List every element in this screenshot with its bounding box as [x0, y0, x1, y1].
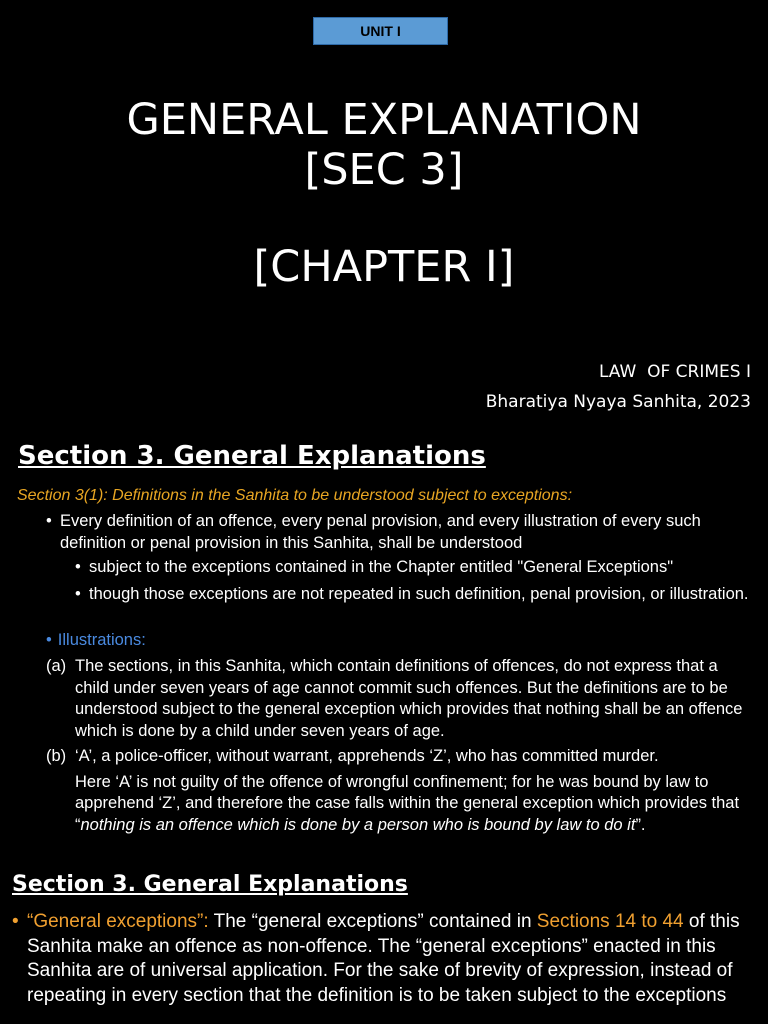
bullet-dot: • [46, 631, 52, 649]
illustration-b-line2: Here ‘A’ is not guilty of the offence of wrongful confinement; for he was bound by law to apprehend ‘Z’, and therefore the case falls within the general exception which provides that “nothing is an offence which is done by a person who is bound by law to do it”. [75, 772, 740, 834]
illustrations-label [46, 630, 146, 652]
course-name: LAW OF CRIMES I [598, 362, 751, 382]
general-exceptions-text: “General exceptions”: The “general exceptions” contained in Sections 14 to 44 of this Sanhita make an offence as non-offence. The “general exceptions” enacted in this Sanhita are of universal application. For the sake of brevity of expression, instead of repeating in every section that the definition is to be taken subject to the exceptions [27, 911, 740, 1006]
bullet-definitions-text: Every definition of an offence, every penal provision, and every illustration of every such definition or penal provision in this Sanhita, shall be understood [60, 512, 701, 552]
illustration-a-text: The sections, in this Sanhita, which contain definitions of offences, do not express that a child under seven years of age cannot commit such offences. But the definitions are to be understood subject to the general exception which provides that nothing shall be an offence which is done by a child under seven years of age. [75, 657, 743, 740]
bullet-dot: • [75, 558, 81, 576]
illustrations-label-text: Illustrations: [57, 631, 146, 649]
illustration-a-label: (a) [46, 657, 67, 675]
bullet-dot: • [12, 911, 19, 932]
section1-heading: Section 3. General Explanations [18, 441, 486, 471]
course-statute: Bharatiya Nyaya Sanhita, 2023 [485, 392, 751, 412]
sections-14-44-link: Sections 14 to 44 [536, 911, 684, 932]
section2-heading: Section 3. General Explanations [12, 872, 408, 897]
illustration-b-quote: nothing is an offence which is done by a person who is bound by law to do it [80, 815, 636, 834]
illustration-b-label: (b) [46, 747, 67, 765]
unit-badge: UNIT I [313, 17, 448, 45]
section1-subheading: Section 3(1): Definitions in the Sanhita to be understood subject to exceptions: [17, 487, 573, 504]
title-line-3: [CHAPTER I] [253, 242, 515, 292]
general-exceptions-bullet [12, 910, 752, 1008]
sub-bullet-not-repeated-text: though those exceptions are not repeated in such definition, penal provision, or illustration. [89, 585, 749, 603]
illustration-b [46, 746, 746, 836]
title-line-1: GENERAL EXPLANATION [126, 95, 642, 145]
sub-bullet-exceptions-text: subject to the exceptions contained in the Chapter entitled "General Exceptions" [89, 558, 674, 576]
general-exceptions-lead: “General exceptions”: [27, 911, 209, 932]
bullet-definitions [46, 511, 746, 554]
illustration-b-line1: ‘A’, a police-officer, without warrant, apprehends ‘Z’, who has committed murder. [75, 747, 659, 765]
sub-bullet-not-repeated [75, 584, 755, 606]
bullet-dot: • [75, 585, 81, 603]
bullet-dot: • [46, 512, 52, 530]
illustration-a [46, 656, 746, 742]
sub-bullet-exceptions [75, 557, 755, 579]
title-line-2: [SEC 3] [304, 145, 464, 195]
